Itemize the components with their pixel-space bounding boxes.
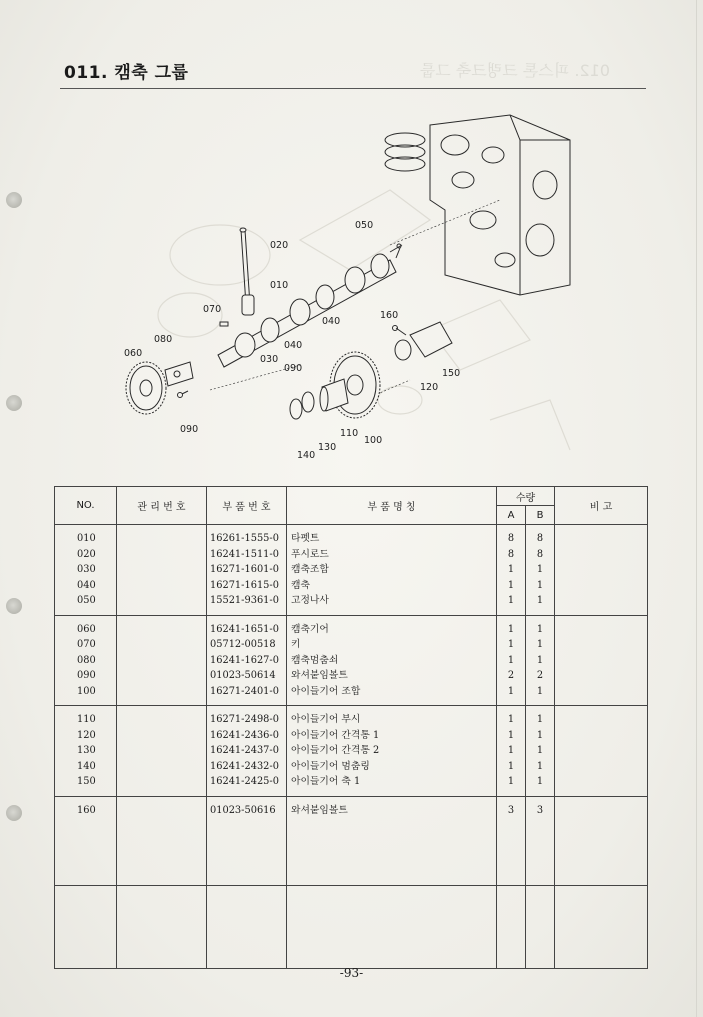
- idle-gear-collars: [290, 392, 314, 419]
- callout-050: 050: [355, 220, 374, 231]
- part-number: 16241-1651-0: [210, 623, 279, 635]
- qty-a: 3: [507, 804, 515, 816]
- header-part-number: 부 품 번 호: [207, 487, 287, 525]
- pushrod: [240, 228, 250, 305]
- callout-130: 130: [318, 442, 337, 453]
- item-no: 120: [77, 729, 96, 741]
- callout-030: 030: [260, 354, 279, 365]
- qty-a: 1: [507, 623, 515, 635]
- callout-070: 070: [203, 304, 222, 315]
- qty-a: 1: [507, 776, 515, 787]
- item-no: 130: [77, 745, 96, 756]
- qty-a: 1: [507, 685, 515, 697]
- item-no: 030: [77, 564, 96, 575]
- punch-hole: [6, 598, 22, 614]
- show-through-title: 012. 피스톤 크랭크축 그룹: [420, 61, 610, 80]
- qty-a: 1: [507, 654, 515, 666]
- part-number: 16271-1615-0: [210, 579, 279, 591]
- part-number: 16241-2437-0: [210, 745, 279, 756]
- qty-b: 2: [536, 670, 544, 681]
- header-no: NO.: [55, 487, 117, 525]
- part-number: 16271-1601-0: [210, 564, 279, 575]
- punch-hole: [6, 192, 22, 208]
- page-title: 011. 캠축 그룹: [64, 63, 189, 83]
- qty-b: 1: [536, 595, 544, 606]
- page-edge: [696, 0, 697, 1017]
- callout-100: 100: [364, 435, 383, 446]
- qty-a: 8: [507, 548, 515, 560]
- callout-040: 040: [322, 316, 341, 327]
- callout-090: 090: [284, 363, 303, 374]
- item-no: 070: [77, 639, 96, 650]
- diagram-svg: [100, 100, 660, 480]
- qty-b: 8: [536, 533, 544, 544]
- qty-b: 1: [536, 564, 544, 575]
- qty-b: 1: [536, 776, 544, 787]
- punch-hole: [6, 805, 22, 821]
- qty-b: 1: [536, 745, 544, 756]
- qty-b: 8: [536, 548, 544, 560]
- callout-020: 020: [270, 240, 289, 251]
- part-name: 타펫트: [291, 533, 320, 544]
- item-no: 060: [77, 623, 96, 635]
- table-row-group: [55, 706, 648, 797]
- qty-b: 1: [536, 685, 544, 697]
- part-name: 와셔붙임볼트: [291, 804, 348, 816]
- part-number: 16241-2436-0: [210, 729, 279, 741]
- parts-table: [54, 486, 648, 969]
- item-no: 020: [77, 548, 96, 560]
- callout-120: 120: [420, 382, 439, 393]
- qty-a: 1: [507, 595, 515, 606]
- tappet: [242, 295, 254, 315]
- part-number: 16241-2425-0: [210, 776, 279, 787]
- part-name: 아이들기어 축 1: [291, 776, 361, 787]
- part-name: 고정나사: [291, 595, 329, 606]
- table-row-group: [55, 615, 648, 706]
- qty-b: 1: [536, 714, 544, 725]
- callout-090-left: 090: [180, 424, 199, 435]
- qty-b: 1: [536, 729, 544, 741]
- qty-b: 1: [536, 760, 544, 772]
- exploded-parts-diagram: [100, 100, 660, 480]
- callout-010: 010: [270, 280, 289, 291]
- item-no: 140: [77, 760, 96, 772]
- part-number: 16271-2401-0: [210, 685, 279, 697]
- part-name: 아이들기어 부시: [291, 714, 361, 725]
- qty-b: 1: [536, 623, 544, 635]
- part-name: 와셔붙임볼트: [291, 670, 348, 681]
- part-number: 16241-2432-0: [210, 760, 279, 772]
- part-number: 05712-00518: [210, 639, 276, 650]
- table-row-group: [55, 525, 648, 616]
- diagram-callouts: [124, 220, 460, 461]
- punch-hole: [6, 395, 22, 411]
- header-qty-b: B: [526, 506, 555, 525]
- part-number: 15521-9361-0: [210, 595, 279, 606]
- part-name: 키: [291, 639, 301, 650]
- table-row-empty: [55, 885, 648, 968]
- set-screw: [390, 244, 402, 252]
- part-name: 아이들기어 멈춤링: [291, 760, 370, 772]
- part-number: 16241-1511-0: [210, 548, 279, 560]
- callout-150: 150: [442, 368, 461, 379]
- item-no: 160: [77, 804, 96, 816]
- part-name: 아이들기어 조합: [291, 685, 361, 697]
- qty-a: 1: [507, 714, 515, 725]
- part-number: 16271-2498-0: [210, 714, 279, 725]
- item-no: 100: [77, 685, 96, 697]
- flange-bolt: [178, 391, 189, 398]
- shaft-bolt: [393, 326, 407, 336]
- qty-a: 8: [507, 533, 515, 544]
- callout-060: 060: [124, 348, 143, 359]
- qty-a: 1: [507, 760, 515, 772]
- header-qty-a: A: [497, 506, 526, 525]
- part-name: 캠축기어: [291, 623, 329, 635]
- qty-b: 3: [536, 804, 544, 816]
- part-name: 캠축멈춤쇠: [291, 654, 339, 666]
- qty-b: 1: [536, 579, 544, 591]
- part-name: 푸시로드: [291, 548, 329, 560]
- idle-gear-shaft: [395, 322, 452, 360]
- part-name: 아이들기어 간격통 1: [291, 729, 380, 741]
- page-number: -93-: [339, 966, 364, 980]
- item-no: 090: [77, 670, 96, 681]
- item-no: 050: [77, 595, 96, 606]
- qty-a: 1: [507, 579, 515, 591]
- part-number: 16261-1555-0: [210, 533, 279, 544]
- callout-140: 140: [297, 450, 316, 461]
- qty-a: 1: [507, 729, 515, 741]
- header-rule: [60, 88, 646, 89]
- header-remarks: 비 고: [555, 487, 648, 525]
- camshaft-gear: [126, 362, 166, 414]
- callout-160: 160: [380, 310, 399, 321]
- part-name: 캠축조합: [291, 564, 329, 575]
- table-row-group: [55, 796, 648, 885]
- header-management-number: 관 리 번 호: [117, 487, 207, 525]
- qty-a: 1: [507, 639, 515, 650]
- part-number: 01023-50614: [210, 670, 276, 681]
- qty-a: 1: [507, 745, 515, 756]
- qty-b: 1: [536, 639, 544, 650]
- callout-040-lower: 040: [284, 340, 303, 351]
- part-name: 캠축: [291, 579, 310, 591]
- qty-a: 2: [507, 670, 515, 681]
- engine-block: [385, 115, 570, 295]
- header-quantity: 수량: [497, 487, 555, 506]
- callout-110: 110: [340, 428, 359, 439]
- key: [220, 322, 228, 326]
- qty-b: 1: [536, 654, 544, 666]
- item-no: 040: [77, 579, 96, 591]
- camshaft-stopper: [165, 362, 193, 386]
- item-no: 110: [77, 714, 96, 725]
- part-name: 아이들기어 간격통 2: [291, 745, 380, 756]
- header-part-name: 부 품 명 칭: [287, 487, 497, 525]
- part-number: 16241-1627-0: [210, 654, 279, 666]
- item-no: 150: [77, 776, 96, 787]
- item-no: 080: [77, 654, 96, 666]
- item-no: 010: [77, 533, 96, 544]
- part-number: 01023-50616: [210, 804, 276, 816]
- callout-080: 080: [154, 334, 173, 345]
- qty-a: 1: [507, 564, 515, 575]
- parts-table-wrapper: [54, 486, 648, 969]
